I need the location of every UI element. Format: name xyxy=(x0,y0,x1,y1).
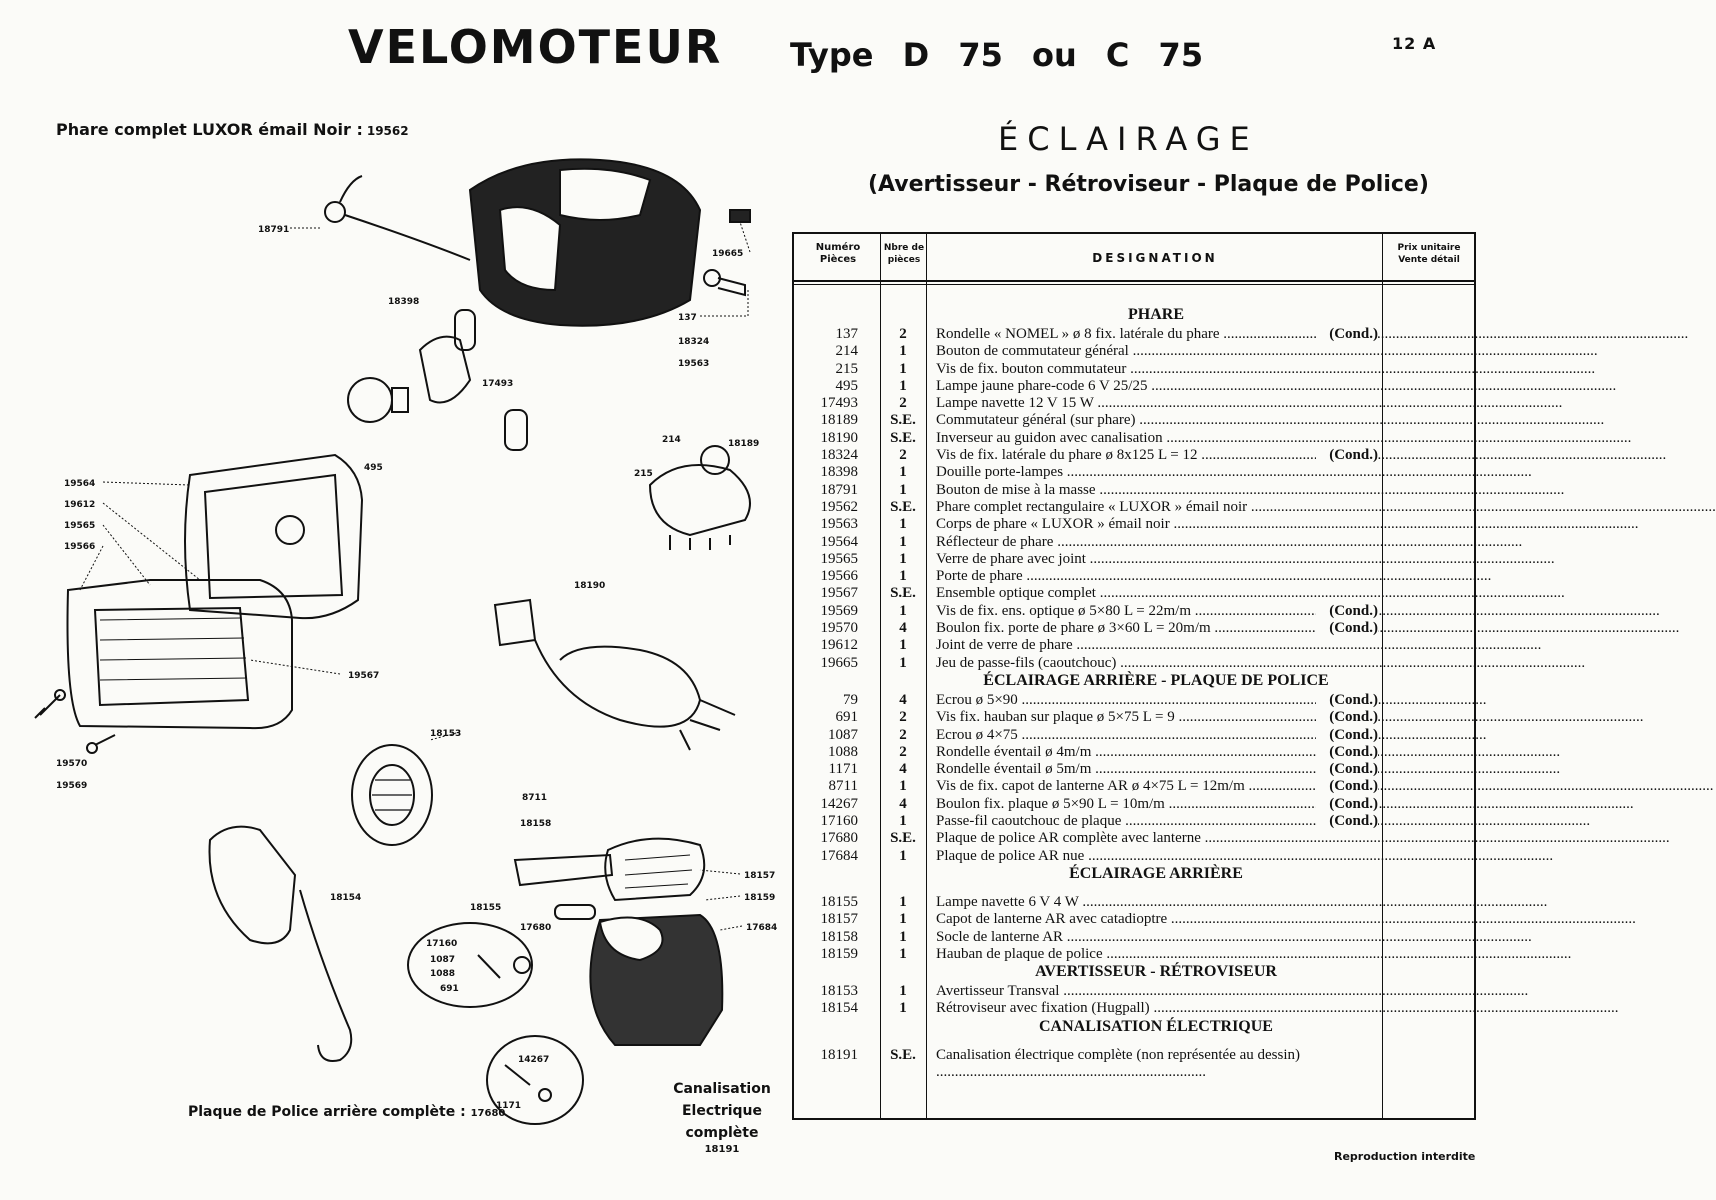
canalisation-caption xyxy=(670,1078,774,1156)
table-row xyxy=(794,830,1474,847)
quantity: 4 xyxy=(899,795,907,812)
table-row xyxy=(794,482,1474,499)
label-17493: 17493 xyxy=(482,379,514,389)
quantity: 1 xyxy=(899,813,907,830)
label-18153: 18153 xyxy=(430,729,462,739)
designation: Ecrou ø 5×90 ..... xyxy=(936,692,1376,709)
part-number: 19566 xyxy=(820,568,858,585)
designation: Vis fix. hauban sur plaque ø 5×75 L = 9 ..... xyxy=(936,709,1376,726)
leader-lines xyxy=(80,222,750,930)
header-designation: DESIGNATION xyxy=(1092,251,1218,265)
part-number: 1088 xyxy=(828,743,858,760)
table-row xyxy=(794,761,1474,778)
headlight-body-icon xyxy=(470,159,700,325)
quantity: 1 xyxy=(899,360,907,377)
table-row xyxy=(794,430,1474,447)
page-subtitle: Type D 75 ou C 75 xyxy=(790,36,1204,74)
part-number: 214 xyxy=(835,343,858,360)
part-number: 18191 xyxy=(820,1046,858,1063)
quantity: 1 xyxy=(899,464,907,481)
label-19570: 19570 xyxy=(56,759,88,769)
table-row xyxy=(794,894,1474,911)
label-1171: 1171 xyxy=(496,1101,522,1111)
cond-note: (Cond.) xyxy=(1316,761,1378,778)
phare-note xyxy=(56,120,409,139)
designation: Commutateur général (sur phare) ..... xyxy=(936,412,1376,429)
table-row xyxy=(794,637,1474,654)
quantity: 4 xyxy=(899,691,907,708)
quantity: 1 xyxy=(899,550,907,567)
quantity: S.E. xyxy=(890,498,916,515)
grommet-icon xyxy=(730,210,750,222)
plaque-caption-number: 17680 xyxy=(470,1108,506,1119)
cond-note: (Cond.) xyxy=(1316,620,1378,637)
part-number: 18154 xyxy=(820,1000,858,1017)
part-number: 1171 xyxy=(828,761,858,778)
table-row xyxy=(794,412,1474,429)
plaque-caption xyxy=(188,1104,505,1120)
quantity: 2 xyxy=(899,447,907,464)
table-row xyxy=(794,534,1474,551)
table-row xyxy=(794,361,1474,378)
phare-note-label: Phare complet LUXOR émail Noir : xyxy=(56,120,363,139)
label-18158: 18158 xyxy=(520,819,552,829)
table-row xyxy=(794,655,1474,672)
label-18155: 18155 xyxy=(470,903,502,913)
part-number: 19612 xyxy=(820,637,858,654)
table-row xyxy=(794,727,1474,744)
table-row xyxy=(794,813,1474,830)
designation: Vis de fix. ens. optique ø 5×80 L = 22m/m ..... xyxy=(936,603,1376,620)
designation: Verre de phare avec joint ..... xyxy=(936,551,1376,568)
quantity: 1 xyxy=(899,343,907,360)
quantity: 1 xyxy=(899,778,907,795)
quantity: 1 xyxy=(899,654,907,671)
table-row xyxy=(794,709,1474,726)
designation: Boulon fix. porte de phare ø 3×60 L = 20m/m ..... xyxy=(936,620,1376,637)
table-section-heading xyxy=(794,672,1474,692)
table-row xyxy=(794,343,1474,360)
table-row xyxy=(794,551,1474,568)
label-19565: 19565 xyxy=(64,521,96,531)
cond-note: (Cond.) xyxy=(1316,813,1378,830)
porte-screw-icon xyxy=(35,690,65,718)
designation: Réflecteur de phare ..... xyxy=(936,534,1376,551)
label-17684: 17684 xyxy=(746,923,778,933)
part-number: 137 xyxy=(835,326,858,342)
horn-icon xyxy=(352,745,432,845)
cond-note: (Cond.) xyxy=(1316,778,1378,795)
table-row xyxy=(794,326,1474,343)
designation: Hauban de plaque de police ..... xyxy=(936,946,1376,963)
part-number: 19567 xyxy=(820,585,858,602)
header-prix: Prix unitaire Vente détail xyxy=(1397,243,1461,265)
optique-screw-icon xyxy=(87,735,115,753)
quantity: 1 xyxy=(899,911,907,928)
quantity: 1 xyxy=(899,481,907,498)
quantity: 1 xyxy=(899,516,907,533)
cond-note: (Cond.) xyxy=(1316,692,1378,709)
table-section-heading xyxy=(794,963,1474,983)
section-heading-text: AVERTISSEUR - RÉTROVISEUR xyxy=(1035,963,1277,981)
label-18398: 18398 xyxy=(388,297,420,307)
part-number: 8711 xyxy=(828,778,858,795)
table-row xyxy=(794,620,1474,637)
table-section-heading xyxy=(794,1018,1474,1038)
section-heading-text: ÉCLAIRAGE ARRIÈRE xyxy=(1069,864,1243,882)
designation: Plaque de police AR nue ..... xyxy=(936,848,1376,865)
side-screw-icon xyxy=(704,270,745,295)
designation: Lampe jaune phare-code 6 V 25/25 ..... xyxy=(936,378,1376,395)
canalisation-caption-line1: Canalisation xyxy=(673,1081,771,1097)
label-18159: 18159 xyxy=(744,893,776,903)
table-header-rule xyxy=(794,280,1474,282)
designation: Rondelle éventail ø 5m/m ..... xyxy=(936,761,1376,778)
designation: Plaque de police AR complète avec lanterne ..... xyxy=(936,830,1376,847)
designation: Rétroviseur avec fixation (Hugpall) ..... xyxy=(936,1000,1376,1017)
table-row xyxy=(794,447,1474,464)
cond-note: (Cond.) xyxy=(1316,447,1378,464)
label-18324: 18324 xyxy=(678,337,710,347)
label-215: 215 xyxy=(634,469,653,479)
label-137: 137 xyxy=(678,313,697,323)
license-plate-icon xyxy=(590,915,722,1045)
quantity: S.E. xyxy=(890,830,916,847)
table-section-heading xyxy=(794,306,1474,326)
part-number: 18157 xyxy=(820,911,858,928)
part-number: 17684 xyxy=(820,847,858,864)
designation: Vis de fix. capot de lanterne AR ø 4×75 L = 12m/m ..... xyxy=(936,778,1376,795)
label-495: 495 xyxy=(364,463,383,473)
section-heading-text: CANALISATION ÉLECTRIQUE xyxy=(1039,1017,1273,1035)
part-number: 1087 xyxy=(828,726,858,743)
designation: Douille porte-lampes ..... xyxy=(936,464,1376,481)
part-number: 18398 xyxy=(820,464,858,481)
label-1088: 1088 xyxy=(430,969,456,979)
quantity: 1 xyxy=(899,533,907,550)
quantity: 1 xyxy=(899,637,907,654)
table-spacer xyxy=(794,885,1474,894)
part-number: 18324 xyxy=(820,447,858,464)
label-691: 691 xyxy=(440,984,459,994)
table-row xyxy=(794,395,1474,412)
header-nbre: Nbre de pièces xyxy=(883,243,925,265)
quantity: 2 xyxy=(899,743,907,760)
headlight-glass-icon xyxy=(68,580,293,728)
tail-lamp-base-icon xyxy=(515,855,612,919)
quantity: 2 xyxy=(899,395,907,412)
table-header-rule xyxy=(794,284,1474,285)
handlebar-switch-icon xyxy=(495,600,735,750)
cond-note: (Cond.) xyxy=(1316,796,1378,813)
table-row xyxy=(794,744,1474,761)
part-number: 17493 xyxy=(820,395,858,412)
table-row xyxy=(794,1047,1474,1083)
label-18157: 18157 xyxy=(744,871,776,881)
quantity: S.E. xyxy=(890,585,916,602)
table-rows xyxy=(794,306,1474,1083)
label-19564: 19564 xyxy=(64,479,96,489)
label-214: 214 xyxy=(662,435,681,445)
label-18154: 18154 xyxy=(330,893,362,903)
label-8711: 8711 xyxy=(522,793,548,803)
quantity: 1 xyxy=(899,893,907,910)
phare-note-number: 19562 xyxy=(366,124,409,138)
table-row xyxy=(794,929,1474,946)
designation: Inverseur au guidon avec canalisation ..... xyxy=(936,430,1376,447)
designation: Joint de verre de phare ..... xyxy=(936,637,1376,654)
ground-button-icon xyxy=(325,176,470,260)
general-switch-icon xyxy=(650,446,750,550)
table-row xyxy=(794,499,1474,516)
label-19563: 19563 xyxy=(678,359,710,369)
part-number: 18791 xyxy=(820,481,858,498)
plaque-detail-circle-icon xyxy=(408,923,532,1007)
designation: Porte de phare ..... xyxy=(936,568,1376,585)
mirror-icon xyxy=(210,827,352,1061)
part-number: 14267 xyxy=(820,795,858,812)
section-heading-text: ÉCLAIRAGE ARRIÈRE - PLAQUE DE POLICE xyxy=(983,671,1329,689)
label-19569: 19569 xyxy=(56,781,88,791)
quantity: 4 xyxy=(899,620,907,637)
designation: Corps de phare « LUXOR » émail noir ..... xyxy=(936,516,1376,533)
part-number: 19665 xyxy=(820,654,858,671)
table-row xyxy=(794,464,1474,481)
canalisation-caption-number: 18191 xyxy=(704,1144,740,1155)
quantity: 1 xyxy=(899,928,907,945)
table-row xyxy=(794,568,1474,585)
label-18190: 18190 xyxy=(574,581,606,591)
header-numero: Numéro Pièces xyxy=(815,242,861,265)
cond-note: (Cond.) xyxy=(1316,744,1378,761)
cond-note: (Cond.) xyxy=(1316,709,1378,726)
table-row xyxy=(794,378,1474,395)
tail-lamp-cover-icon xyxy=(605,839,704,900)
designation: Bouton de mise à la masse ..... xyxy=(936,482,1376,499)
table-row xyxy=(794,692,1474,709)
quantity: 1 xyxy=(899,602,907,619)
part-number: 17160 xyxy=(820,813,858,830)
parts-table xyxy=(792,232,1476,1120)
part-number: 18190 xyxy=(820,429,858,446)
part-number: 19563 xyxy=(820,516,858,533)
quantity: 1 xyxy=(899,377,907,394)
part-number: 19562 xyxy=(820,498,858,515)
table-section-heading xyxy=(794,865,1474,885)
canalisation-caption-line2: Electrique complète xyxy=(681,1103,763,1141)
table-row xyxy=(794,778,1474,795)
designation: Bouton de commutateur général ..... xyxy=(936,343,1376,360)
designation: Phare complet rectangulaire « LUXOR » émail noir ..... xyxy=(936,499,1376,516)
label-1087: 1087 xyxy=(430,955,456,965)
table-row xyxy=(794,585,1474,602)
designation: Vis de fix. bouton commutateur ..... xyxy=(936,361,1376,378)
table-row xyxy=(794,911,1474,928)
quantity: 1 xyxy=(899,983,907,1000)
designation: Avertisseur Transval ..... xyxy=(936,983,1376,1000)
part-number: 79 xyxy=(843,691,858,708)
part-number: 18153 xyxy=(820,983,858,1000)
table-row xyxy=(794,848,1474,865)
footer-note: Reproduction interdite xyxy=(1334,1150,1476,1163)
part-number: 19564 xyxy=(820,533,858,550)
quantity: 2 xyxy=(899,326,907,342)
cond-note: (Cond.) xyxy=(1316,603,1378,620)
table-row xyxy=(794,946,1474,963)
quantity: 1 xyxy=(899,945,907,962)
part-number: 18158 xyxy=(820,928,858,945)
quantity: 1 xyxy=(899,1000,907,1017)
label-17680: 17680 xyxy=(520,923,552,933)
quantity: S.E. xyxy=(890,412,916,429)
designation: Jeu de passe-fils (caoutchouc) ..... xyxy=(936,655,1376,672)
part-number: 691 xyxy=(835,709,858,726)
label-18791: 18791 xyxy=(258,225,290,235)
table-row xyxy=(794,1000,1474,1017)
table-row xyxy=(794,603,1474,620)
part-number: 19570 xyxy=(820,620,858,637)
quantity: 1 xyxy=(899,568,907,585)
table-row xyxy=(794,516,1474,533)
label-17160: 17160 xyxy=(426,939,458,949)
label-14267: 14267 xyxy=(518,1055,550,1065)
label-19612: 19612 xyxy=(64,500,96,510)
designation: Rondelle éventail ø 4m/m ..... xyxy=(936,744,1376,761)
label-19567: 19567 xyxy=(348,671,380,681)
designation: Lampe navette 6 V 4 W ..... xyxy=(936,894,1376,911)
quantity: S.E. xyxy=(890,1046,916,1063)
quantity: 4 xyxy=(899,761,907,778)
designation: Vis de fix. latérale du phare ø 8x125 L = 12 ..... xyxy=(936,447,1376,464)
table-spacer xyxy=(794,1038,1474,1047)
reflector-icon xyxy=(185,455,362,618)
quantity: S.E. xyxy=(890,429,916,446)
cond-note: (Cond.) xyxy=(1316,727,1378,744)
quantity: 2 xyxy=(899,709,907,726)
part-number: 19569 xyxy=(820,602,858,619)
designation: Lampe navette 12 V 15 W ..... xyxy=(936,395,1376,412)
page-title: VELOMOTEUR xyxy=(348,20,723,74)
designation: Capot de lanterne AR avec catadioptre ..... xyxy=(936,911,1376,928)
designation: Canalisation électrique complète (non représentée au dessin) ........................................................................ xyxy=(936,1046,1301,1080)
part-number: 19565 xyxy=(820,550,858,567)
part-number: 215 xyxy=(835,360,858,377)
cond-note: (Cond.) xyxy=(1316,326,1378,343)
designation: Rondelle « NOMEL » ø 8 fix. latérale du phare ..... xyxy=(936,326,1376,343)
part-number: 18189 xyxy=(820,412,858,429)
label-19566: 19566 xyxy=(64,542,96,552)
designation: Socle de lanterne AR ..... xyxy=(936,929,1376,946)
section-heading-text: PHARE xyxy=(1128,306,1184,323)
bulb-495-icon xyxy=(348,378,408,422)
designation: Passe-fil caoutchouc de plaque ..... xyxy=(936,813,1376,830)
part-number: 17680 xyxy=(820,830,858,847)
quantity: 1 xyxy=(899,847,907,864)
part-number: 495 xyxy=(835,377,858,394)
designation: Ecrou ø 4×75 ..... xyxy=(936,727,1376,744)
quantity: 2 xyxy=(899,726,907,743)
section-subtitle: (Avertisseur - Rétroviseur - Plaque de Police) xyxy=(868,172,1429,197)
label-18189: 18189 xyxy=(728,439,760,449)
page-number: 12 A xyxy=(1392,34,1437,53)
table-row xyxy=(794,796,1474,813)
part-number: 18159 xyxy=(820,945,858,962)
exploded-parts-diagram xyxy=(0,140,790,1111)
table-row xyxy=(794,983,1474,1000)
label-19665: 19665 xyxy=(712,249,744,259)
designation: Boulon fix. plaque ø 5×90 L = 10m/m ..... xyxy=(936,796,1376,813)
designation: Ensemble optique complet ..... xyxy=(936,585,1376,602)
plaque-caption-label: Plaque de Police arrière complète : xyxy=(188,1104,466,1120)
part-number: 18155 xyxy=(820,893,858,910)
section-title: ÉCLAIRAGE xyxy=(998,120,1259,158)
